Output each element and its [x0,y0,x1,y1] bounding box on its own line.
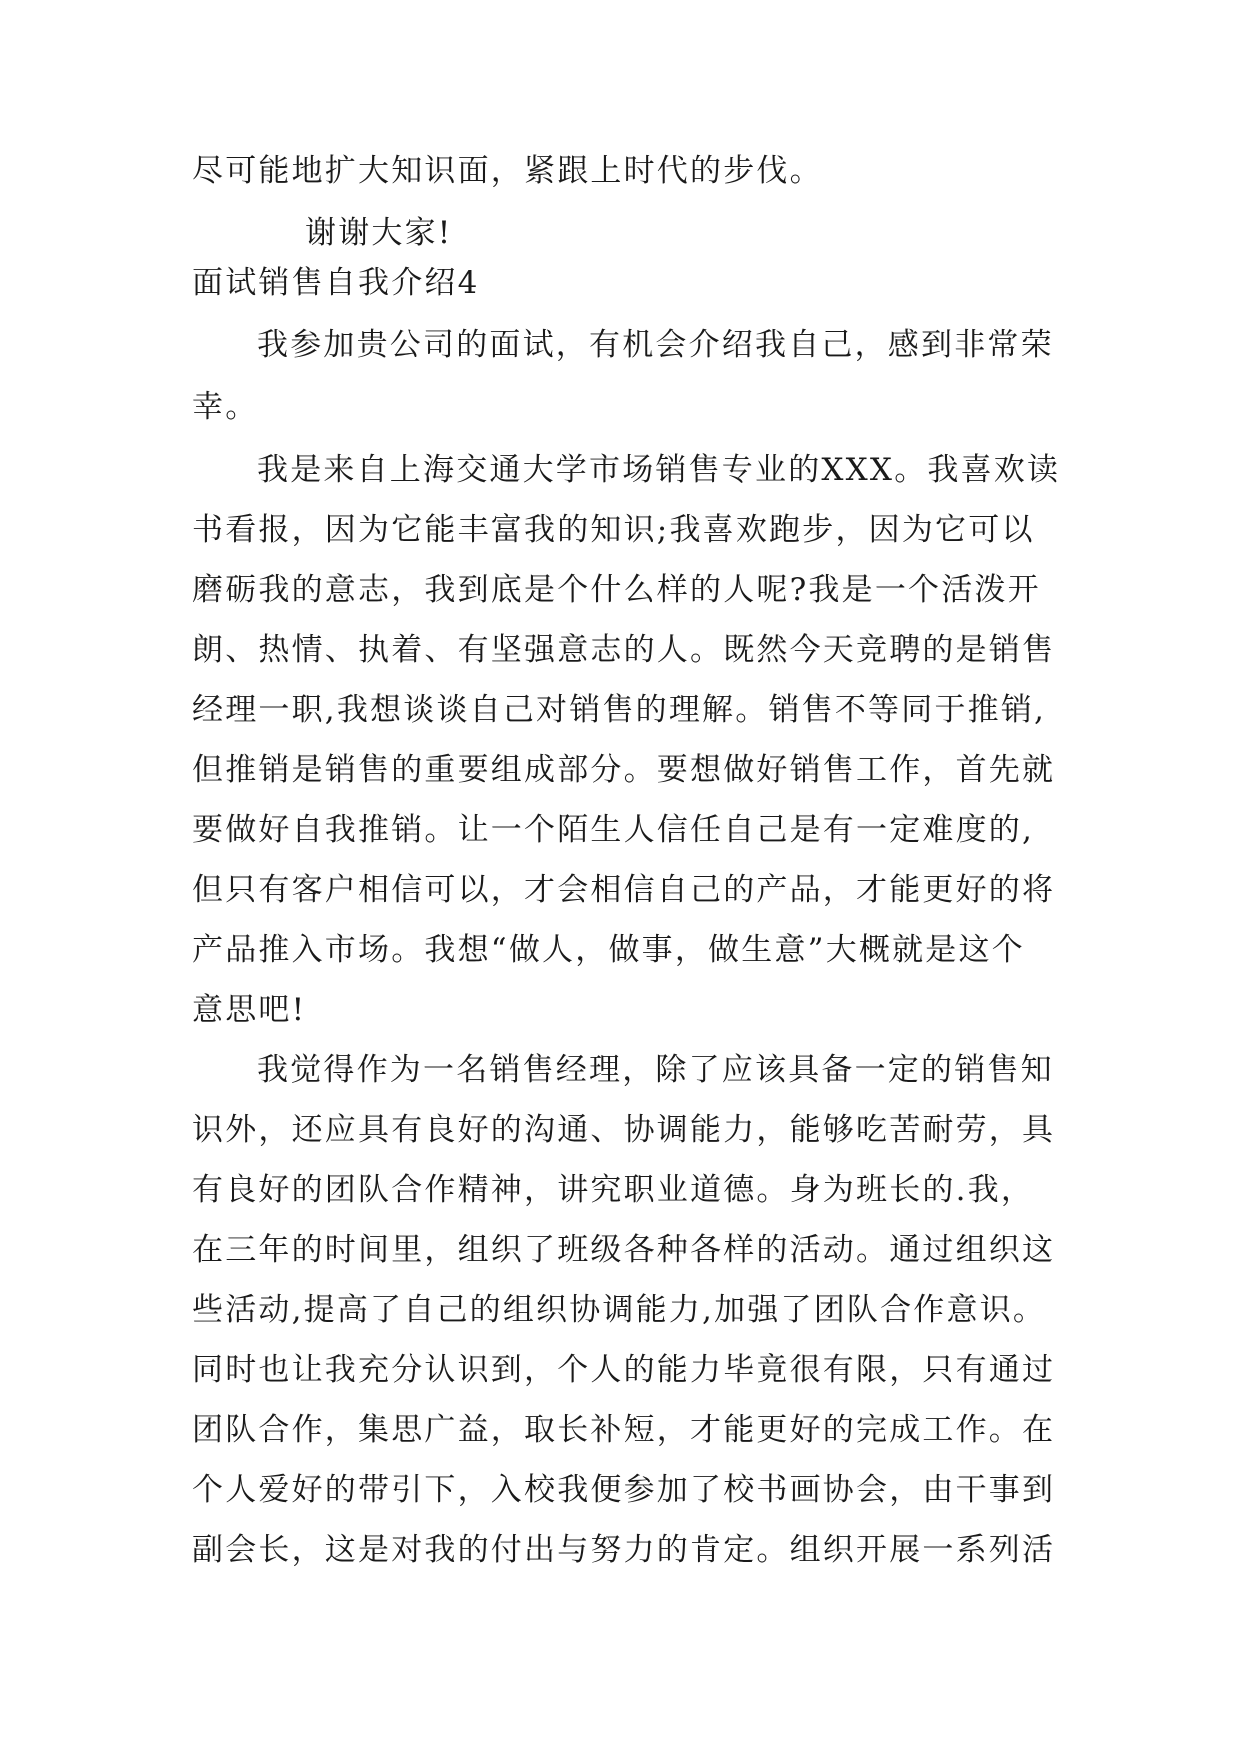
text-line: 识外，还应具有良好的沟通、协调能力，能够吃苦耐劳，具 [192,1112,1056,1148]
text-line: 意思吧! [192,992,307,1028]
text-line: 团队合作，集思广益，取长补短，才能更好的完成工作。在 [192,1412,1056,1448]
text-line: 同时也让我充分认识到，个人的能力毕竟很有限，只有通过 [192,1352,1056,1388]
text-line: 我参加贵公司的面试，有机会介绍我自己，感到非常荣 [257,327,1054,363]
text-line: 书看报，因为它能丰富我的知识;我喜欢跑步，因为它可以 [192,512,1035,548]
text-line: 我觉得作为一名销售经理，除了应该具备一定的销售知 [257,1052,1054,1088]
text-line: 但推销是销售的重要组成部分。要想做好销售工作，首先就 [192,752,1056,788]
text-line: 谢谢大家! [305,215,453,251]
text-line: 磨砺我的意志，我到底是个什么样的人呢?我是一个活泼开 [192,572,1041,608]
section-heading: 面试销售自我介绍4 [192,265,480,301]
text-line: 经理一职,我想谈谈自己对销售的理解。销售不等同于推销, [192,692,1047,728]
text-line: 但只有客户相信可以，才会相信自己的产品，才能更好的将 [192,872,1056,908]
text-line: 些活动,提高了自己的组织协调能力,加强了团队合作意识。 [192,1292,1047,1328]
text-line: 产品推入市场。我想“做人，做事，做生意”大概就是这个 [192,932,1025,968]
text-line: 幸。 [192,389,259,425]
text-line: 尽可能地扩大知识面，紧跟上时代的步伐。 [192,153,823,189]
text-line: 有良好的团队合作精神，讲究职业道德。身为班长的.我， [192,1172,1035,1208]
text-line: 在三年的时间里，组织了班级各种各样的活动。通过组织这 [192,1232,1056,1268]
text-line: 要做好自我推销。让一个陌生人信任自己是有一定难度的, [192,812,1035,848]
text-line: 我是来自上海交通大学市场销售专业的XXX。我喜欢读 [257,452,1061,488]
text-line: 朗、热情、执着、有坚强意志的人。既然今天竞聘的是销售 [192,632,1056,668]
text-line: 副会长，这是对我的付出与努力的肯定。组织开展一系列活 [192,1532,1056,1568]
text-line: 个人爱好的带引下，入校我便参加了校书画协会，由干事到 [192,1472,1056,1508]
